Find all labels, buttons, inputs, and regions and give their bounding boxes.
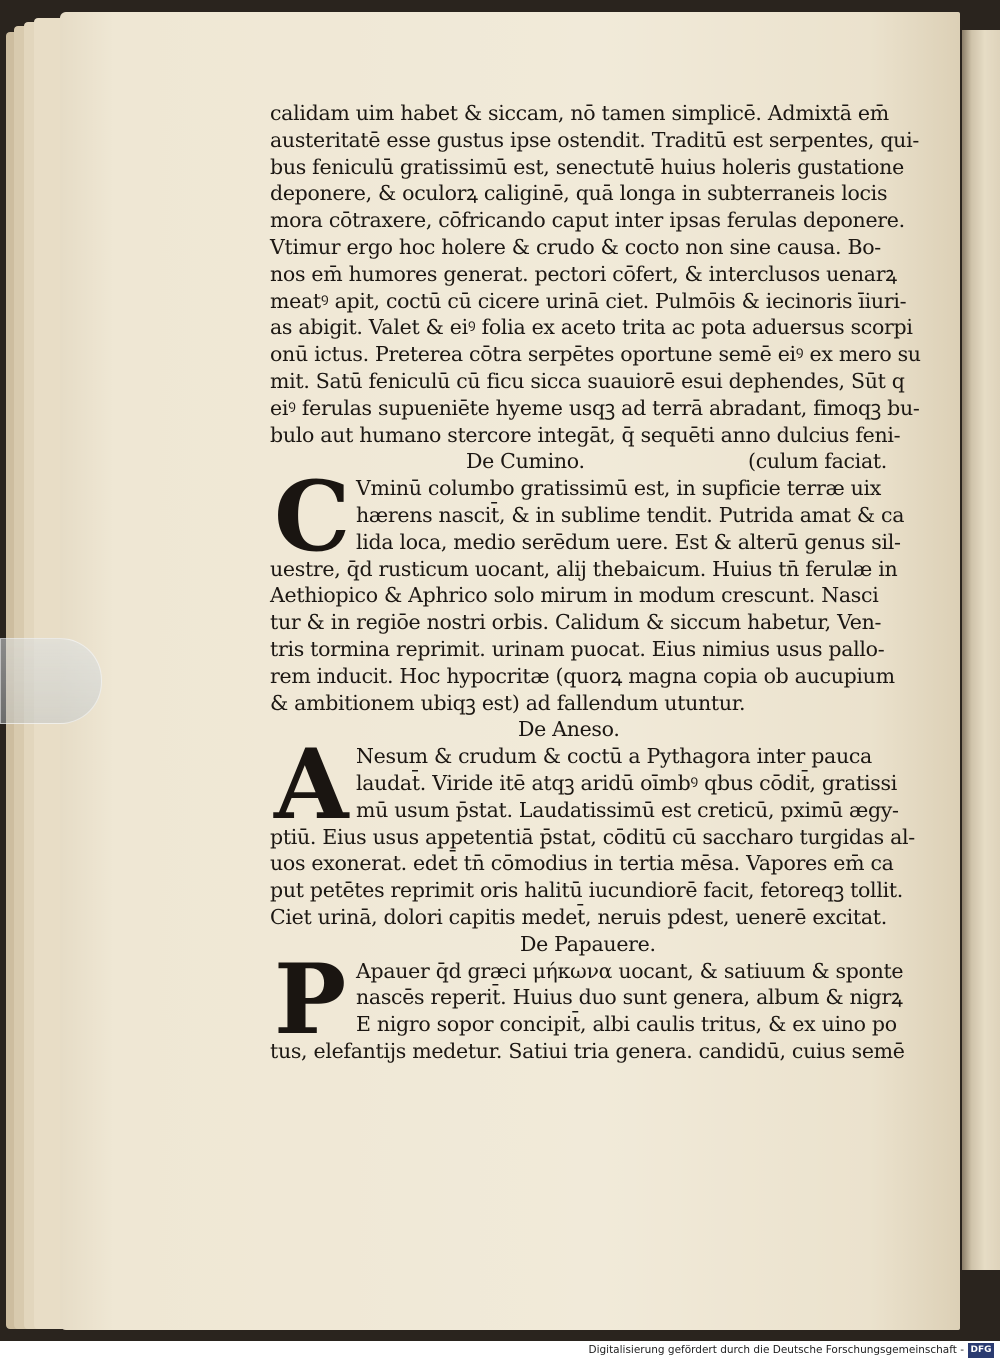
text-line: onū ictus. Preterea cōtra serpētes oportune semē eiꝰ ex mero su — [270, 342, 921, 367]
page-clip — [0, 638, 102, 724]
intro-paragraph — [270, 100, 921, 448]
text-line: tris tormina reprimit. urinam puocat. Eius nimius usus pallo- — [270, 636, 885, 661]
page-text — [270, 100, 921, 1065]
dropcap-c: C — [274, 460, 351, 574]
text-line: uos exonerat. edet̄ tn̄ cōmodius in tertia mēsa. Vapores em̄ ca — [270, 851, 894, 876]
text-line: calidam uim habet & siccam, nō tamen simplicē. Admixtā em̄ — [270, 101, 889, 125]
heading-cumino: De Cumino. — [466, 449, 585, 474]
text-line: ptiū. Eius usus appetentiā p̄stat, cōditū cū saccharo turgidas al- — [270, 824, 915, 849]
text-line: bus feniculū gratissimū est, senectutē huius holeris gustatione — [270, 154, 904, 179]
cumino-heading-row — [270, 448, 910, 475]
text-line: mora cōtraxere, cōfricando caput inter ipsas ferulas deponere. — [270, 208, 905, 233]
text-line: as abigit. Valet & eiꝰ folia ex aceto trita ac pota aduersus scorpi — [270, 315, 913, 340]
heading-papauere: De Papauere. — [520, 931, 656, 956]
footer-bar — [0, 1341, 1000, 1361]
text-line: nos em̄ humores generat. pectori cōfert, & interclusos uenarꝝ — [270, 261, 897, 286]
catchword: (culum faciat. — [748, 449, 888, 474]
dropcap-a: A — [274, 728, 349, 842]
text-line: nascēs reperit̄. Huius duo sunt genera, album & nigrꝝ — [356, 985, 903, 1010]
text-line: Nesum & crudum & coctū a Pythagora inter pauca — [356, 744, 872, 769]
text-line: tus, elefantijs medetur. Satiui tria genera. candidū, cuius semē — [270, 1038, 905, 1063]
text-line: put petētes reprimit oris halitū iucundiorē facit, fetoreqꝫ tollit. — [270, 878, 903, 903]
facing-page-edge — [962, 30, 1000, 1270]
text-line: austeritatē esse gustus ipse ostendit. Traditū est serpentes, qui- — [270, 127, 919, 152]
text-line: hærens nascit̄, & in sublime tendit. Putrida amat & ca — [356, 502, 905, 527]
text-line: & ambitionem ubiqꝫ est) ad fallendum utuntur. — [270, 690, 746, 715]
text-line: Apauer q̄d græci μήκωνα uocant, & satiuum & sponte — [356, 958, 904, 983]
heading-aneso: De Aneso. — [518, 717, 620, 742]
footer-credit: Digitalisierung gefördert durch die Deutsche Forschungsgemeinschaft - — [588, 1344, 964, 1356]
dfg-logo-icon: DFG — [968, 1343, 994, 1358]
text-line: mū usum p̄stat. Laudatissimū est creticū, pximū ægy- — [356, 797, 899, 822]
text-line: lida loca, medio serēdum uere. Est & alterū genus sil- — [356, 529, 901, 554]
text-line: Vtimur ergo hoc holere & crudo & cocto non sine causa. Bo- — [270, 234, 881, 259]
text-line: laudat̄. Viride itē atqꝫ aridū oīmbꝰ qbus cōdit̄, gratissi — [356, 770, 897, 795]
text-line: Aethiopico & Aphrico solo mirum in modum crescunt. Nasci — [270, 583, 879, 608]
text-line: E nigro sopor concipit̄, albi caulis tritus, & ex uino po — [356, 1012, 897, 1037]
text-line: Ciet urinā, dolori capitis medet̄, neruis pdest, uenerē excitat. — [270, 904, 887, 929]
text-line: bulo aut humano stercore integāt, q̄ sequēti anno dulcius feni- — [270, 422, 901, 447]
text-line: eiꝰ ferulas supueniēte hyeme usqꝫ ad terrā abradant, fimoqꝫ bu- — [270, 395, 920, 420]
text-line: uestre, q̄d rusticum uocant, alij thebaicum. Huius tn̄ ferulæ in — [270, 556, 898, 581]
text-line: deponere, & oculorꝝ caliginē, quā longa in subterraneis locis — [270, 181, 888, 206]
text-line: Vminū columbo gratissimū est, in supficie terræ uix — [356, 476, 882, 501]
text-line: rem inducit. Hoc hypocritæ (quorꝝ magna copia ob aucupium — [270, 663, 895, 688]
text-line: meatꝰ apit, coctū cū cicere urinā ciet. Pulmōis & iecinoris īiuri- — [270, 288, 907, 313]
text-line: mit. Satū feniculū cū ficu sicca suauiorē esui dephendes, Sūt q — [270, 368, 905, 393]
dropcap-p: P — [274, 942, 346, 1056]
text-line: tur & in regiōe nostri orbis. Calidum & siccum habetur, Ven- — [270, 610, 882, 635]
